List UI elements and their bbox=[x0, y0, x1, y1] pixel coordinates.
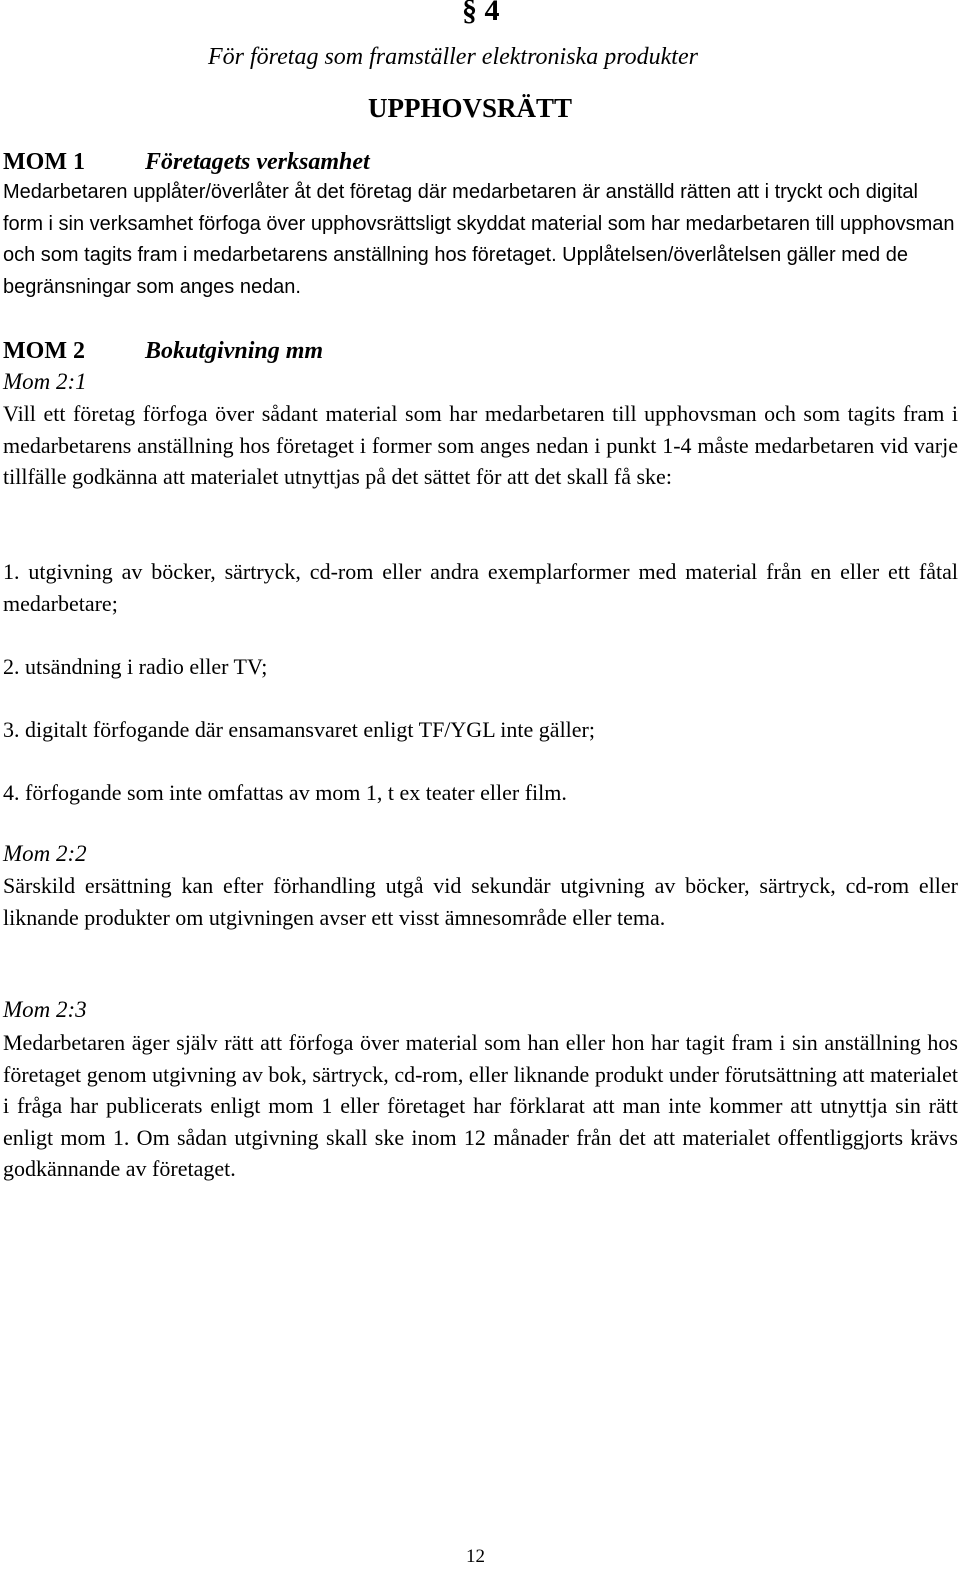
mom2-title: Bokutgivning mm bbox=[145, 338, 324, 364]
mom1-paragraph: Medarbetaren upplåter/överlåter åt det företag där medarbetaren är anställd rätten att i tryckt och digital form i sin verksamhet förfoga över upphovsrättsligt skyddat material som har medarbetaren till upphovsman och som tagits fram i medarbetarens anställning hos företaget. Upplåtelsen/överlåtelsen gäller med de begränsningar som anges nedan. bbox=[3, 181, 955, 298]
list-item-1: 1. utgivning av böcker, särtryck, cd-rom eller andra exemplarformer med material från en eller ett fåtal medarbetare; bbox=[3, 559, 958, 616]
mom1-title: Företagets verksamhet bbox=[145, 149, 370, 175]
list-item-3: 3. digitalt förfogande där ensamansvaret enligt TF/YGL inte gäller; bbox=[3, 717, 595, 742]
mom2-1-paragraph: Vill ett företag förfoga över sådant material som har medarbetaren till upphovsman och som tagits fram i medarbetarens anställning hos företaget i former som anges nedan i punkt 1-4 måste medarbetaren vid varje tillfälle godkänna att materialet utnyttjas på det sättet för att det skall få ske: bbox=[3, 401, 958, 489]
mom1-number: MOM 1 bbox=[3, 149, 85, 175]
mom2-1-heading: Mom 2:1 bbox=[3, 369, 87, 394]
document-title: UPPHOVSRÄTT bbox=[368, 93, 573, 123]
list-item-2: 2. utsändning i radio eller TV; bbox=[3, 654, 268, 679]
mom2-2-paragraph: Särskild ersättning kan efter förhandling utgå vid sekundär utgivning av böcker, särtryck, cd-rom eller liknande produkter om utgivningen avser ett visst ämnesområde eller tema. bbox=[3, 873, 958, 930]
list-item-4: 4. förfogande som inte omfattas av mom 1, t ex teater eller film. bbox=[3, 780, 567, 805]
section-mark: § 4 bbox=[462, 0, 500, 27]
mom2-3-heading: Mom 2:3 bbox=[3, 997, 87, 1022]
mom2-2-heading: Mom 2:2 bbox=[3, 841, 87, 866]
mom2-heading bbox=[3, 338, 323, 365]
mom2-number: MOM 2 bbox=[3, 338, 85, 364]
page-number: 12 bbox=[466, 1546, 485, 1567]
mom1-heading bbox=[3, 149, 370, 176]
document-subtitle: För företag som framställer elektroniska produkter bbox=[208, 44, 698, 70]
mom2-3-paragraph: Medarbetaren äger själv rätt att förfoga över material som han eller hon har tagit fram i sin anställning hos företaget genom utgivning av bok, särtryck, cd-rom, eller liknande produkt under förutsättning att materialet i fråga har publicerats enligt mom 1 eller företaget har förklarat att man inte kommer att utnyttja sin rätt enligt mom 1. Om sådan utgivning skall ske inom 12 månader från det att materialet offentliggjorts krävs godkännande av företaget. bbox=[3, 1030, 958, 1181]
